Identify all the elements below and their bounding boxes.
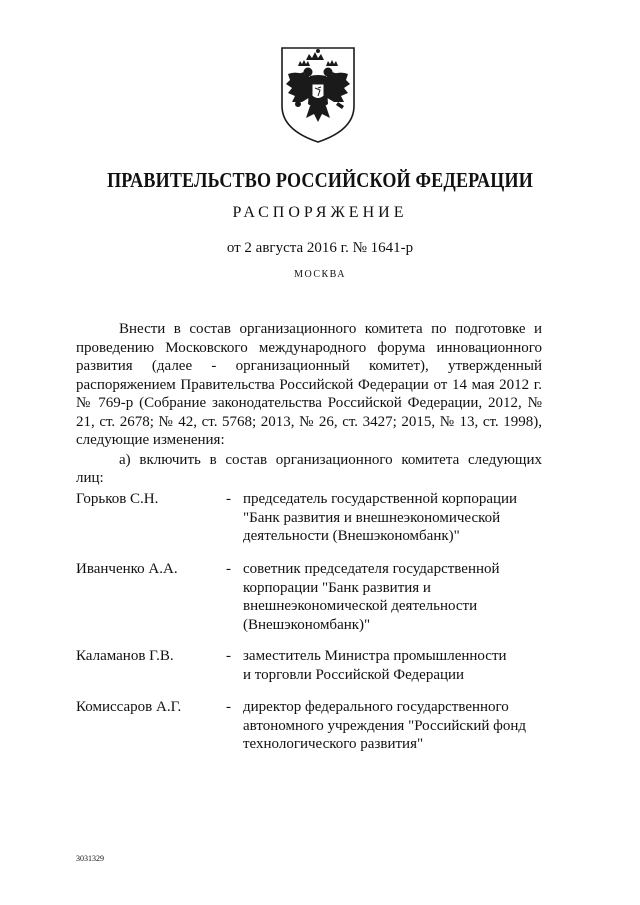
- member-name: Горьков С.Н.: [76, 491, 159, 507]
- member-role: [243, 698, 543, 754]
- document-type: РАСПОРЯЖЕНИЕ: [232, 204, 408, 221]
- member-role-line: и торговли Российской Федерации: [243, 666, 465, 683]
- member-dash: -: [226, 491, 231, 507]
- member-role: [243, 490, 543, 546]
- document-control-number: 3031329: [76, 854, 104, 863]
- order-body: [76, 320, 542, 488]
- member-dash: -: [226, 699, 231, 715]
- member-role-line: "Банк развития и внешнеэкономической: [243, 509, 501, 526]
- member-name: Каламанов Г.В.: [76, 648, 174, 664]
- member-role: [243, 647, 543, 684]
- member-name: Комиссаров А.Г.: [76, 699, 182, 715]
- member-role-line: автономного учреждения "Российский фонд: [243, 717, 527, 734]
- member-role-line: заместитель Министра промышленности: [243, 648, 507, 664]
- member-role-line: директор федерального государственного: [243, 699, 509, 715]
- member-dash: -: [226, 648, 231, 664]
- member-role-line: технологического развития": [243, 736, 424, 752]
- member-role-line: корпорации "Банк развития и: [243, 579, 431, 596]
- member-role-line: (Внешэкономбанк)": [243, 616, 371, 633]
- document-date-number: от 2 августа 2016 г. № 1641-р: [226, 240, 414, 256]
- order-item-a: а) включить в состав организационного комитета следующих лиц:: [76, 451, 542, 486]
- issue-city: МОСКВА: [294, 269, 346, 280]
- russian-coat-of-arms-icon: [276, 44, 360, 144]
- order-intro-paragraph: Внести в состав организационного комитета по подготовке и проведению Московского международного форума инновационного развития (далее - организационный комитет), утвержденный распоряжением Правительства Российской Федерации от 14 мая 2012 г. № 769-р (Собрание законодательства Российской Федерации, 2012, № 21, ст. 2678; № 42, ст. 5768; 2013, № 26, ст. 3427; 2015, № 13, ст. 1998), следующие изменения:: [76, 321, 542, 448]
- member-role-line: деятельности (Внешэкономбанк)": [243, 528, 460, 544]
- member-dash: -: [226, 561, 231, 577]
- member-name: Иванченко А.А.: [76, 561, 178, 577]
- member-role-line: председатель государственной корпорации: [243, 491, 518, 507]
- government-title: ПРАВИТЕЛЬСТВО РОССИЙСКОЙ ФЕДЕРАЦИИ: [107, 168, 533, 192]
- member-role-line: советник председателя государственной: [243, 561, 500, 577]
- member-role: [243, 560, 543, 634]
- member-role-line: внешнеэкономической деятельности: [243, 598, 478, 614]
